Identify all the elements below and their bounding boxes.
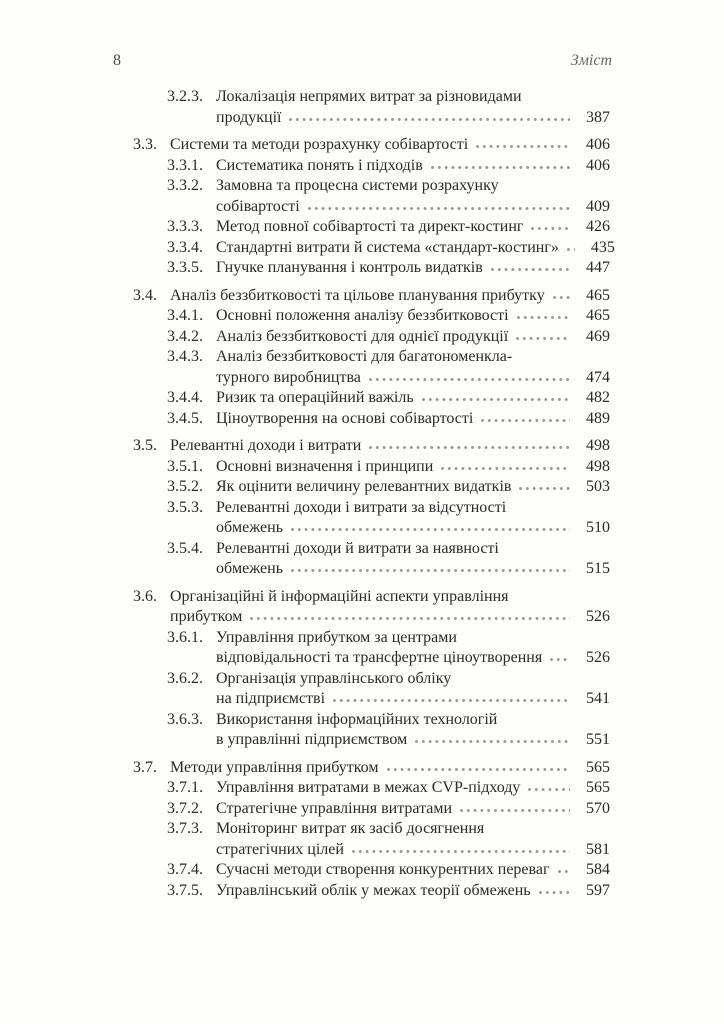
toc-entry-page: 409	[586, 197, 610, 215]
table-of-contents	[133, 87, 615, 901]
toc-entry-page: 526	[586, 649, 610, 666]
toc-entry-title: Системи та методи розрахунку собівартості	[170, 136, 469, 153]
toc-entry-line	[133, 758, 610, 779]
toc-entry-line	[133, 327, 610, 348]
toc-entry-title: Сучасні методи створення конкурентних переваг	[216, 861, 550, 878]
toc-entry-page: 551	[586, 731, 610, 748]
toc-entry	[133, 176, 610, 217]
dot-leader	[422, 397, 570, 402]
page-number: 8	[113, 52, 121, 69]
toc-entry-line	[133, 710, 610, 731]
toc-entry-title: Моніторинг витрат як засіб досягнення	[216, 820, 485, 837]
toc-entry-page: 498	[586, 457, 610, 475]
toc-entry-number: 3.3.3.	[167, 218, 203, 235]
dot-leader	[528, 787, 570, 792]
dot-leader	[289, 117, 570, 122]
toc-entry-title: Аналіз беззбитковості для багатономенкла-	[216, 348, 513, 365]
toc-entry-title: Ризик та операційний важіль	[216, 389, 414, 406]
toc-entry-title: Систематика понять і підходів	[216, 156, 423, 174]
toc-entry-number: 3.3.1.	[167, 156, 203, 174]
dot-leader	[308, 206, 570, 211]
toc-entry-line	[133, 306, 610, 327]
toc-entry-title: в управлінні підприємством	[216, 731, 408, 748]
toc-entry-page: 465	[586, 307, 610, 324]
toc-entry-number: 3.2.3.	[167, 88, 203, 105]
dot-leader	[550, 657, 570, 662]
toc-entry-page: 526	[586, 608, 610, 625]
toc-entry	[133, 306, 610, 327]
toc-entry	[133, 347, 610, 388]
toc-entry-number: 3.4.5.	[167, 409, 203, 427]
toc-entry-line	[133, 587, 610, 608]
toc-entry-line	[133, 217, 610, 238]
toc-entry-line	[133, 628, 610, 649]
toc-entry-page: 503	[586, 478, 610, 495]
toc-entry-line	[133, 258, 610, 279]
toc-entry-title: Організація управлінського обліку	[216, 669, 452, 687]
dot-leader	[491, 267, 570, 272]
toc-entry-number: 3.4.1.	[167, 307, 203, 324]
toc-entry	[133, 436, 610, 457]
toc-entry-line	[133, 860, 610, 881]
toc-entry-line	[133, 840, 610, 861]
toc-entry-page: 482	[586, 389, 610, 406]
toc-entry-line	[133, 409, 610, 430]
running-head	[113, 52, 612, 70]
dot-leader	[558, 869, 570, 874]
toc-entry-line	[133, 176, 610, 197]
toc-entry	[133, 409, 610, 430]
toc-entry	[133, 628, 610, 669]
dot-leader	[481, 418, 570, 423]
toc-entry-line	[133, 477, 610, 498]
toc-entry	[133, 587, 610, 628]
toc-entry-title: обмежень	[216, 560, 284, 577]
dot-leader	[352, 849, 570, 854]
toc-entry-title: Основні визначення і принципи	[216, 457, 434, 475]
toc-entry-title: Замовна та процесна системи розрахунку	[216, 177, 499, 194]
toc-entry-line	[133, 648, 610, 669]
toc-entry-number: 3.7.4.	[167, 861, 203, 878]
toc-entry-page: 406	[586, 136, 610, 153]
toc-entry-number: 3.7.5.	[167, 881, 203, 899]
dot-leader	[387, 767, 571, 772]
toc-entry-title: Організаційні й інформаційні аспекти управління	[170, 587, 509, 605]
toc-entry-title: Релевантні доходи і витрати за відсутності	[216, 498, 507, 516]
toc-entry-title: прибутком	[170, 608, 243, 625]
toc-entry-line	[133, 238, 615, 259]
toc-entry-title: Аналіз беззбитковості для однієї продукції	[216, 327, 509, 345]
toc-entry-number: 3.7.	[133, 758, 157, 776]
toc-entry-line	[133, 347, 610, 368]
toc-entry-title: Управління витратами в межах CVP-підходу	[216, 779, 521, 796]
toc-entry-page: 465	[586, 286, 610, 304]
dot-leader	[460, 808, 570, 813]
toc-entry-line	[133, 135, 610, 156]
dot-leader	[516, 336, 570, 341]
toc-entry-title: Основні положення аналізу беззбитковості	[216, 307, 509, 324]
toc-entry-number: 3.3.5.	[167, 259, 203, 276]
toc-entry-line	[133, 730, 610, 751]
toc-entry-page: 581	[586, 840, 610, 858]
toc-entry-page: 565	[586, 779, 610, 796]
toc-entry-title: обмежень	[216, 519, 284, 536]
dot-leader	[431, 165, 570, 170]
toc-entry-title: Стандартні витрати й система «стандарт-костинг»	[216, 238, 559, 256]
toc-entry-page: 387	[586, 108, 610, 126]
toc-entry	[133, 799, 610, 820]
toc-entry	[133, 388, 610, 409]
toc-entry	[133, 778, 610, 799]
toc-entry-number: 3.6.1.	[167, 628, 203, 646]
toc-entry-line	[133, 436, 610, 457]
dot-leader	[415, 739, 570, 744]
toc-entry-page: 406	[586, 156, 610, 174]
toc-entry-title: Використання інформаційних технологій	[216, 710, 498, 728]
toc-entry-title: продукції	[216, 108, 282, 126]
toc-entry-title: собівартості	[216, 197, 300, 215]
toc-entry	[133, 539, 610, 580]
toc-entry-title: Метод повної собівартості та директ-костинг	[216, 218, 524, 235]
toc-entry	[133, 327, 610, 348]
toc-entry-line	[133, 559, 610, 580]
dot-leader	[369, 445, 570, 450]
toc-entry-page: 447	[586, 259, 610, 276]
toc-entry-number: 3.5.	[133, 437, 157, 454]
toc-entry	[133, 258, 610, 279]
toc-entry-page: 435	[590, 238, 615, 256]
toc-entry-title: Ціноутворення на основі собівартості	[216, 409, 474, 427]
toc-entry-line	[133, 156, 610, 177]
toc-entry-page: 584	[586, 861, 610, 878]
toc-entry	[133, 87, 610, 128]
toc-entry-number: 3.4.	[133, 286, 157, 304]
toc-entry	[133, 881, 610, 902]
toc-entry-title: Методи управління прибутком	[170, 758, 379, 776]
toc-entry-title: турного виробництва	[216, 368, 361, 386]
toc-entry-number: 3.6.3.	[167, 710, 203, 728]
dot-leader	[519, 486, 570, 491]
toc-entry-line	[133, 881, 610, 902]
dot-leader	[539, 890, 570, 895]
toc-entry-number: 3.3.4.	[167, 238, 203, 256]
toc-entry-number: 3.3.	[133, 136, 157, 153]
toc-entry-line	[133, 108, 610, 129]
toc-entry	[133, 135, 610, 156]
toc-entry-title: Локалізація непрямих витрат за різновидами	[216, 88, 522, 105]
dot-leader	[476, 144, 570, 149]
toc-entry-line	[133, 87, 610, 108]
dot-leader	[441, 466, 570, 471]
toc-entry	[133, 860, 610, 881]
dot-leader	[517, 315, 570, 320]
toc-entry-title: стратегічних цілей	[216, 840, 344, 858]
toc-entry-number: 3.4.3.	[167, 348, 203, 365]
toc-entry	[133, 758, 610, 779]
toc-entry-page: 515	[586, 560, 610, 577]
toc-entry-title: Релевантні доходи й витрати за наявності	[216, 539, 499, 557]
toc-entry-line	[133, 197, 610, 218]
toc-entry-title: Управління прибутком за центрами	[216, 628, 457, 646]
toc-entry	[133, 669, 610, 710]
toc-entry-number: 3.7.1.	[167, 779, 203, 796]
dot-leader	[369, 377, 570, 382]
toc-entry-line	[133, 669, 610, 690]
dot-leader	[333, 698, 570, 703]
toc-entry-number: 3.7.3.	[167, 820, 203, 837]
toc-entry-line	[133, 368, 610, 389]
toc-entry-page: 498	[586, 437, 610, 454]
toc-entry-number: 3.5.2.	[167, 478, 203, 495]
toc-entry-line	[133, 778, 610, 799]
toc-entry-page: 510	[586, 519, 610, 536]
toc-entry-number: 3.6.	[133, 587, 157, 605]
toc-entry	[133, 457, 610, 478]
toc-entry-page: 570	[586, 799, 610, 817]
toc-entry-line	[133, 498, 610, 519]
toc-entry-page: 565	[586, 758, 610, 776]
toc-entry	[133, 819, 610, 860]
toc-entry-title: Стратегічне управління витратами	[216, 799, 453, 817]
dot-leader	[291, 527, 570, 532]
toc-entry-number: 3.5.1.	[167, 457, 203, 475]
toc-entry	[133, 710, 610, 751]
toc-entry-title: Як оцінити величину релевантних видатків	[216, 478, 512, 495]
toc-entry-line	[133, 539, 610, 560]
toc-entry-title: Аналіз беззбитковості та цільове планування прибутку	[170, 286, 545, 304]
toc-entry-title: на підприємстві	[216, 690, 326, 707]
dot-leader	[250, 616, 570, 621]
toc-entry-line	[133, 799, 610, 820]
toc-entry	[133, 286, 610, 307]
toc-entry-line	[133, 819, 610, 840]
toc-entry-title: відповідальності та трансфертне ціноутворення	[216, 649, 543, 666]
toc-entry	[133, 156, 610, 177]
toc-entry-title: Гнучке планування і контроль видатків	[216, 259, 483, 276]
dot-leader	[531, 226, 570, 231]
toc-entry-page: 474	[586, 368, 610, 386]
toc-entry-line	[133, 388, 610, 409]
toc-entry-page: 541	[586, 690, 610, 707]
dot-leader	[553, 295, 570, 300]
toc-entry-title: Управлінський облік у межах теорії обмежень	[216, 881, 531, 899]
toc-entry	[133, 217, 610, 238]
toc-entry	[133, 477, 610, 498]
toc-entry-number: 3.3.2.	[167, 177, 203, 194]
toc-entry-number: 3.7.2.	[167, 799, 203, 817]
toc-entry-line	[133, 689, 610, 710]
dot-leader	[291, 568, 570, 573]
running-title: Зміст	[570, 52, 612, 69]
toc-entry	[133, 498, 610, 539]
toc-entry-line	[133, 607, 610, 628]
toc-entry-title: Релевантні доходи і витрати	[170, 437, 362, 454]
toc-entry-page: 469	[586, 327, 610, 345]
toc-entry-number: 3.5.3.	[167, 498, 203, 516]
toc-entry-line	[133, 518, 610, 539]
toc-entry-number: 3.6.2.	[167, 669, 203, 687]
toc-entry-page: 426	[586, 218, 610, 235]
toc-entry	[133, 238, 615, 259]
toc-entry-number: 3.4.4.	[167, 389, 203, 406]
toc-entry-number: 3.5.4.	[167, 539, 203, 557]
toc-entry-page: 489	[586, 409, 610, 427]
dot-leader	[567, 247, 575, 252]
toc-entry-number: 3.4.2.	[167, 327, 203, 345]
toc-entry-line	[133, 457, 610, 478]
toc-entry-line	[133, 286, 610, 307]
toc-entry-page: 597	[586, 881, 610, 899]
